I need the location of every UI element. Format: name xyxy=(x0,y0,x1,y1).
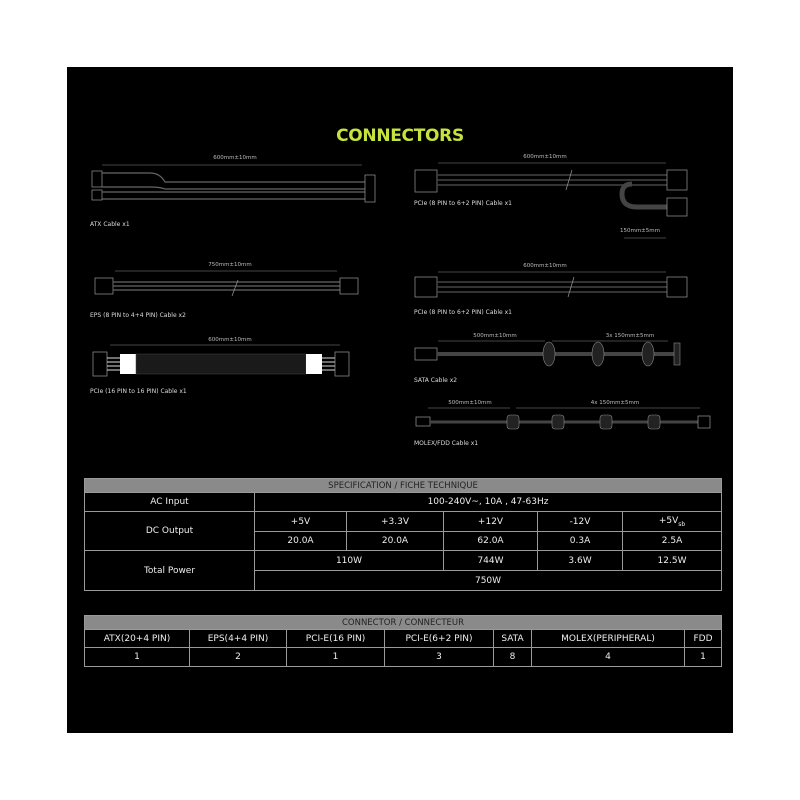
current-value: 20.0A xyxy=(347,532,444,551)
connector-name: ATX(20+4 PIN) xyxy=(85,630,190,648)
connector-count: 4 xyxy=(532,648,685,667)
ac-input-label: AC Input xyxy=(85,493,255,512)
dimension-label: 4x 150mm±5mm xyxy=(590,400,640,406)
current-value: 62.0A xyxy=(444,532,538,551)
connector-name: FDD xyxy=(685,630,722,648)
dimension-label: 600mm±10mm xyxy=(213,155,257,161)
rail-label: +12V xyxy=(444,512,538,532)
specification-table xyxy=(84,478,722,591)
current-value: 0.3A xyxy=(538,532,623,551)
rail-label: +5V xyxy=(658,515,679,526)
power-value: 3.6W xyxy=(538,551,623,571)
dimension-label: 500mm±10mm xyxy=(473,333,517,339)
total-power-label: Total Power xyxy=(85,551,255,591)
cable-caption: SATA Cable x2 xyxy=(414,377,458,384)
connector-table xyxy=(84,615,722,667)
power-value: 744W xyxy=(444,551,538,571)
atx-cable-drawing xyxy=(90,163,380,213)
dimension-label: 600mm±10mm xyxy=(523,154,567,160)
ac-input-value: 100-240V~, 10A , 47-63Hz xyxy=(255,493,722,512)
spec-header: SPECIFICATION / FICHE TECHNIQUE xyxy=(85,479,722,493)
connector-count: 8 xyxy=(494,648,532,667)
cable-caption: EPS (8 PIN to 4+4 PIN) Cable x2 xyxy=(90,312,186,319)
page-title: CONNECTORS xyxy=(336,126,464,146)
connector-name: PCI-E(6+2 PIN) xyxy=(385,630,494,648)
dimension-label: 500mm±10mm xyxy=(448,400,492,406)
connector-name: PCI-E(16 PIN) xyxy=(287,630,385,648)
current-value: 20.0A xyxy=(255,532,347,551)
power-value: 12.5W xyxy=(623,551,722,571)
rail-label: +3.3V xyxy=(347,512,444,532)
molex-cable-drawing xyxy=(412,407,712,432)
dimension-label: 600mm±10mm xyxy=(208,337,252,343)
dimension-label: 150mm±5mm xyxy=(619,228,661,234)
connector-count: 1 xyxy=(287,648,385,667)
dimension-label: 600mm±10mm xyxy=(523,263,567,269)
dc-output-label: DC Output xyxy=(85,512,255,551)
connector-count: 2 xyxy=(190,648,287,667)
rail-label: +5V xyxy=(255,512,347,532)
connector-header: CONNECTOR / CONNECTEUR xyxy=(85,616,722,630)
cable-caption: PCIe (8 PIN to 6+2 PIN) Cable x1 xyxy=(414,200,512,207)
cable-caption: PCIe (8 PIN to 6+2 PIN) Cable x1 xyxy=(414,309,512,316)
dimension-label: 750mm±10mm xyxy=(208,262,252,268)
connector-name: MOLEX(PERIPHERAL) xyxy=(532,630,685,648)
pcie16-cable-drawing xyxy=(90,344,380,380)
eps-cable-drawing xyxy=(90,270,380,300)
total-power-value: 750W xyxy=(255,571,722,591)
connector-name: EPS(4+4 PIN) xyxy=(190,630,287,648)
connector-count: 1 xyxy=(685,648,722,667)
rail-label: -12V xyxy=(538,512,623,532)
connector-name: SATA xyxy=(494,630,532,648)
current-value: 2.5A xyxy=(623,532,722,551)
pcie-cable-drawing xyxy=(412,271,702,301)
connector-count: 1 xyxy=(85,648,190,667)
dimension-label: 3x 150mm±5mm xyxy=(605,333,655,339)
cable-caption: ATX Cable x1 xyxy=(90,221,130,228)
rail-subscript: sb xyxy=(678,520,686,528)
cable-caption: PCIe (16 PIN to 16 PIN) Cable x1 xyxy=(90,388,187,395)
rail-label-5vsb xyxy=(623,512,722,532)
power-value: 110W xyxy=(255,551,444,571)
cable-caption: MOLEX/FDD Cable x1 xyxy=(414,440,479,447)
sata-cable-drawing xyxy=(412,340,702,370)
connector-count: 3 xyxy=(385,648,494,667)
